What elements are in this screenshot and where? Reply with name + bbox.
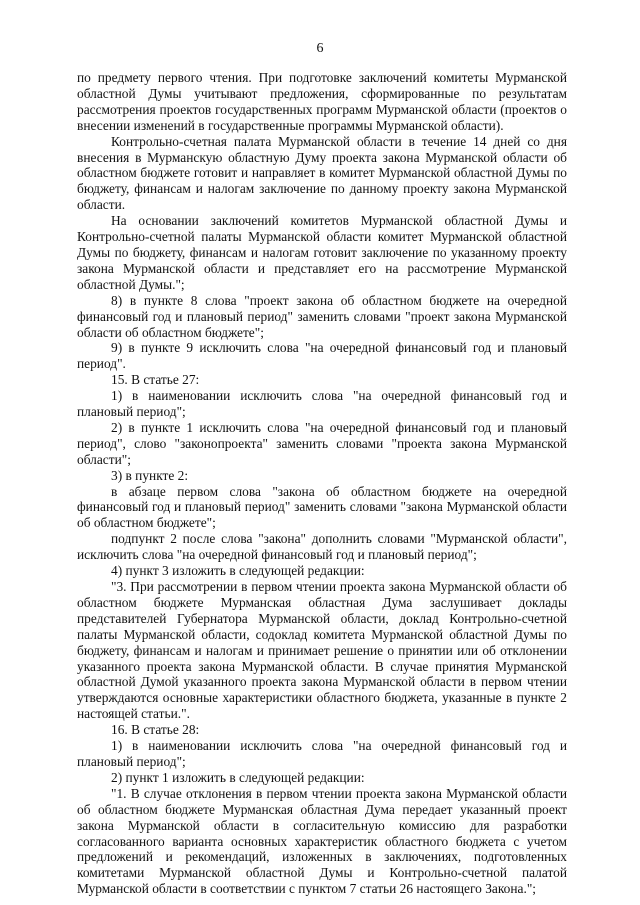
paragraph: 8) в пункте 8 слова "проект закона об областном бюджете на очередной финансовый год и плановый период" заменить словами "проект закона Мурманской области об областном бюджете"; — [77, 292, 567, 340]
paragraph: по предмету первого чтения. При подготовке заключений комитеты Мурманской областной Думы учитывают предложения, сформированные по результатам рассмотрения проектов государственных программ Мурманской области (проектов о внесении изменений в государственные программы Мурманской области). — [77, 70, 567, 133]
paragraph: Контрольно-счетная палата Мурманской области в течение 14 дней со дня внесения в Мурманскую областную Думу проекта закона Мурманской области об областном бюджете готовит и направляет в комитет Мурманской областной Думы по бюджету, финансам и налогам заключение по данному проекту закона Мурманской области. — [77, 133, 567, 213]
paragraph: "3. При рассмотрении в первом чтении проекта закона Мурманской области об областном бюджете Мурманская областная Дума заслушивает доклады представителей Губернатора Мурманской области, доклад Контрольно-счетной палаты Мурманской области, содоклад комитета Мурманской областной Думы по бюджету, финансам и налогам и принимает решение о принятии или об отклонении указанного проекта закона Мурманской области. В случае принятия Мурманской областной Думой указанного проекта закона Мурманской области в первом чтении утверждаются основные характеристики областного бюджета, указанные в пункте 2 настоящей статьи.". — [77, 579, 567, 722]
paragraph: 9) в пункте 9 исключить слова "на очередной финансовый год и плановый период". — [77, 340, 567, 372]
paragraph: 16. В статье 28: — [111, 722, 200, 738]
paragraph: подпункт 2 после слова "закона" дополнить словами "Мурманской области", исключить слова "на очередной финансовый год и плановый период"; — [77, 531, 567, 563]
paragraph: На основании заключений комитетов Мурманской областной Думы и Контрольно-счетной палаты Мурманской области комитет Мурманской областной Думы по бюджету, финансам и налогам готовит заключение по указанному проекту закона Мурманской области и представляет его на рассмотрение Мурманской областной Думы."; — [77, 213, 567, 292]
paragraph: 4) пункт 3 изложить в следующей редакции: — [111, 563, 365, 579]
paragraph: 3) в пункте 2: — [111, 467, 189, 483]
paragraph: 2) пункт 1 изложить в следующей редакции: — [111, 769, 365, 785]
paragraph: 1) в наименовании исключить слова "на очередной финансовый год и плановый период"; — [77, 738, 567, 769]
page-number: 6 — [316, 41, 324, 56]
paragraph: 15. В статье 27: — [111, 372, 200, 388]
paragraph: в абзаце первом слова "закона об областном бюджете на очередной финансовый год и плановый период" заменить словами "закона Мурманской области об областном бюджете"; — [77, 483, 567, 531]
paragraph: "1. В случае отклонения в первом чтении проекта закона Мурманской области об областном бюджете Мурманская областная Дума передает указанный проект закона Мурманской области в согласительную комиссию для разработки согласованного варианта основных характеристик областного бюджета с учетом предложений и рекомендаций, изложенных в заключениях, подготовленных комитетами Мурманской областной Думы и Контрольно-счетной палатой Мурманской области в соответствии с пунктом 7 статьи 26 настоящего Закона."; — [77, 785, 567, 897]
paragraph: 2) в пункте 1 исключить слова "на очередной финансовый год и плановый период", слово "законопроекта" заменить словами "проекта закона Мурманской области"; — [77, 419, 567, 467]
document-body — [77, 70, 567, 897]
paragraph: 1) в наименовании исключить слова "на очередной финансовый год и плановый период"; — [77, 388, 567, 420]
